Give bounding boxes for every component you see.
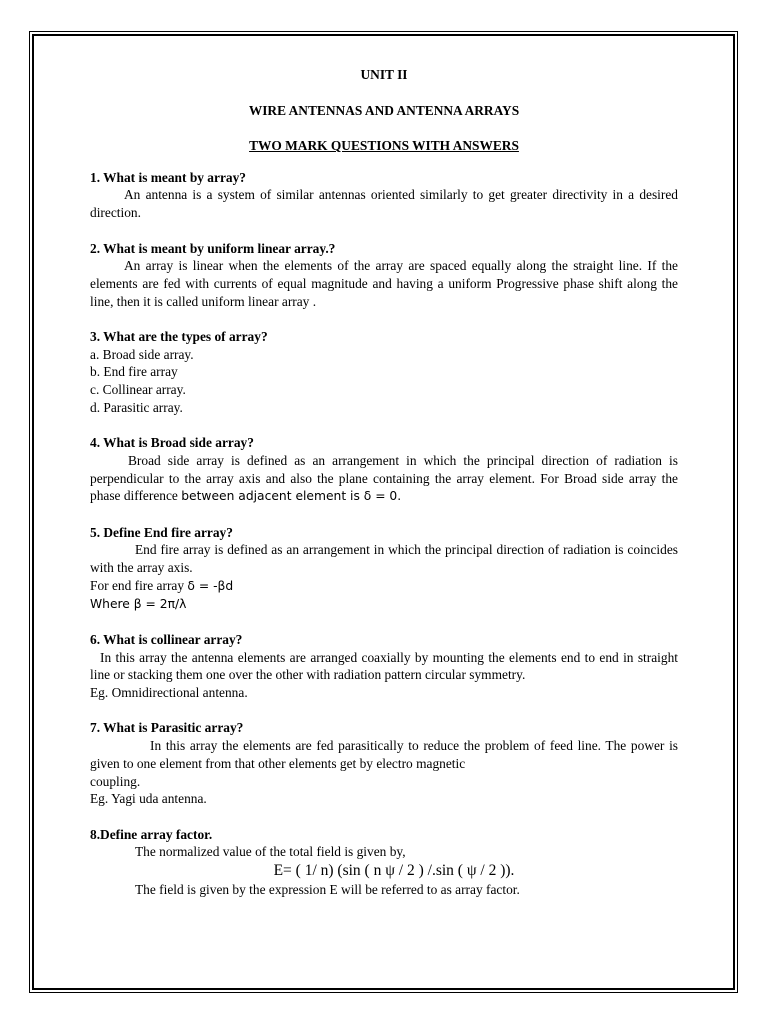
question-8-line-1: The normalized value of the total field is given by, [135, 844, 406, 860]
question-4-answer-text: Broad side array is defined as an arrangement in which the principal direction of radiation is perpendicular to the array axis and also the plane containing the array element. For Broad side array the phase difference [90, 452, 678, 504]
list-item: b. End fire array [90, 364, 178, 380]
list-item: c. Collinear array. [90, 382, 186, 398]
question-3 [90, 328, 678, 417]
question-4 [90, 434, 678, 506]
question-4-title: 4. What is Broad side array? [90, 435, 254, 451]
question-3-title: 3. What are the types of array? [90, 329, 268, 344]
question-7 [90, 719, 678, 808]
question-1-answer: An antenna is a system of similar antennas oriented similarly to get greater directivity in a desired direction. [90, 187, 678, 221]
question-6 [90, 631, 678, 702]
question-1-title: 1. What is meant by array? [90, 169, 246, 185]
question-6-example: Eg. Omnidirectional antenna. [90, 685, 248, 701]
question-8-title: 8.Define array factor. [90, 826, 213, 842]
list-item: a. Broad side array. [90, 346, 194, 362]
question-7-example: Eg. Yagi uda antenna. [90, 791, 207, 807]
question-7-answer-cont: coupling. [90, 773, 141, 789]
document-subtitle: TWO MARK QUESTIONS WITH ANSWERS [249, 138, 519, 153]
question-5-line-1-text: For end fire array [90, 577, 188, 593]
document-content [90, 66, 678, 916]
question-5-title: 5. Define End fire array? [90, 524, 233, 540]
question-6-answer: In this array the antenna elements are arranged coaxially by mounting the elements end to end in straight line or stacking them one over the other with radiation pattern circular symmetry. [90, 649, 678, 683]
array-factor-formula: E= ( 1/ n) (sin ( n ψ / 2 ) /.sin ( ψ / 2 )). [273, 862, 515, 880]
question-6-title: 6. What is collinear array? [90, 631, 243, 647]
unit-heading: UNIT II [360, 67, 408, 82]
question-1 [90, 169, 678, 222]
question-5-answer: End fire array is defined as an arrangement in which the principal direction of radiation is coincides with the array axis. [90, 542, 678, 576]
question-8 [90, 826, 678, 899]
question-2-answer: An array is linear when the elements of the array are spaced equally along the straight line. If the elements are fed with currents of equal magnitude and having a uniform Progressive phase shift along the line, then it is called uniform linear array . [90, 258, 678, 309]
question-5-line-1-formula: δ = -βd [187, 578, 234, 593]
question-5-line-2: Where β = 2π/λ [90, 596, 187, 611]
question-2-title: 2. What is meant by uniform linear array.? [90, 240, 336, 256]
question-2 [90, 240, 678, 311]
question-4-answer-formula: between adjacent element is δ = 0. [181, 489, 402, 504]
list-item: d. Parasitic array. [90, 399, 183, 415]
document-title: WIRE ANTENNAS AND ANTENNA ARRAYS [248, 102, 520, 118]
question-7-title: 7. What is Parasitic array? [90, 720, 244, 736]
question-4-answer [90, 452, 678, 506]
question-5-line-1 [90, 577, 678, 596]
question-5 [90, 524, 678, 614]
question-7-answer: In this array the elements are fed parasitically to reduce the problem of feed line. The power is given to one element from that other elements get by electro magnetic [90, 738, 678, 771]
question-8-line-2: The field is given by the expression E will be referred to as array factor. [135, 881, 520, 897]
